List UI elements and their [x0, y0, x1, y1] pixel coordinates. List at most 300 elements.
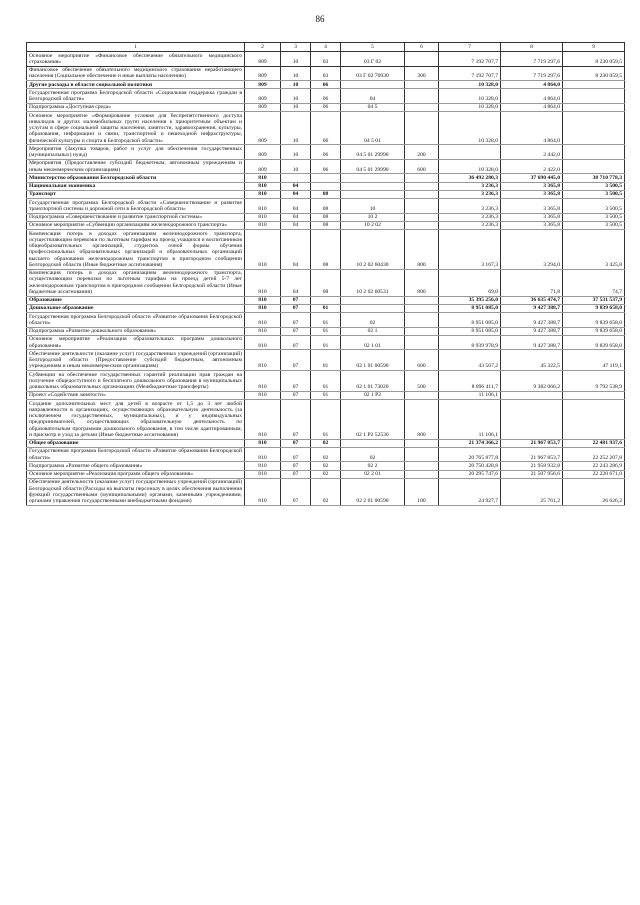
admin-code-cell: 809	[245, 89, 281, 104]
budget-table	[26, 42, 625, 506]
section-code-cell: 07	[281, 439, 311, 447]
subsection-code-cell	[311, 296, 341, 304]
amount-year-1-cell: 3 167,3	[439, 230, 501, 270]
amount-year-1-cell: 35 395 256,0	[439, 296, 501, 304]
amount-year-2-cell: 9 427 388,7	[501, 327, 563, 335]
admin-code-cell: 810	[245, 478, 281, 505]
row-name-cell: Дошкольное образование	[27, 304, 245, 312]
row-name-cell: Национальная экономика	[27, 182, 245, 190]
table-row	[27, 313, 625, 328]
amount-year-2-cell: 21 967 853,7	[501, 447, 563, 462]
table-row	[27, 439, 625, 447]
subsection-code-cell: 06	[311, 103, 341, 111]
subsection-code-cell: 01	[311, 350, 341, 371]
subsection-code-cell: 01	[311, 391, 341, 399]
amount-year-1-cell: 10 328,0	[439, 159, 501, 174]
section-code-cell: 07	[281, 313, 311, 328]
table-row	[27, 296, 625, 304]
table-row	[27, 391, 625, 399]
admin-code-cell: 810	[245, 400, 281, 440]
admin-code-cell: 810	[245, 182, 281, 190]
amount-year-1-cell: 10 328,0	[439, 112, 501, 145]
subsection-code-cell: 01	[311, 371, 341, 392]
subsection-code-cell: 01	[311, 304, 341, 312]
amount-year-3-cell	[563, 89, 625, 104]
amount-year-3-cell: 74,7	[563, 269, 625, 296]
section-code-cell: 10	[281, 112, 311, 145]
admin-code-cell: 810	[245, 313, 281, 328]
amount-year-3-cell	[563, 391, 625, 399]
section-code-cell: 10	[281, 66, 311, 81]
expense-type-cell	[405, 89, 439, 104]
expense-type-cell	[405, 213, 439, 221]
table-row	[27, 52, 625, 67]
admin-code-cell: 810	[245, 470, 281, 478]
amount-year-2-cell: 45 322,5	[501, 350, 563, 371]
column-header: 5	[341, 43, 405, 52]
amount-year-2-cell: 21 958 932,8	[501, 462, 563, 470]
amount-year-1-cell: 8 951 085,0	[439, 327, 501, 335]
subsection-code-cell: 08	[311, 199, 341, 214]
row-name-cell: Основное мероприятие «Реализация образовательных программ дошкольного образования»	[27, 335, 245, 350]
expense-type-cell	[405, 439, 439, 447]
table-row	[27, 159, 625, 174]
target-code-cell	[341, 439, 405, 447]
table-row	[27, 174, 625, 182]
expense-type-cell	[405, 470, 439, 478]
admin-code-cell: 810	[245, 190, 281, 198]
section-code-cell: 04	[281, 213, 311, 221]
amount-year-2-cell: 3 365,8	[501, 199, 563, 214]
amount-year-3-cell	[563, 400, 625, 440]
row-name-cell: Подпрограмма «Развитие общего образования»	[27, 462, 245, 470]
column-header: 7	[439, 43, 501, 52]
section-code-cell: 07	[281, 447, 311, 462]
amount-year-2-cell: 3 365,8	[501, 182, 563, 190]
table-row	[27, 89, 625, 104]
row-name-cell: Государственная программа Белгородской области «Социальная поддержка граждан в Белгородской области»	[27, 89, 245, 104]
subsection-code-cell: 01	[311, 327, 341, 335]
admin-code-cell: 809	[245, 145, 281, 160]
table-row	[27, 462, 625, 470]
header-row	[27, 43, 625, 52]
table-row	[27, 81, 625, 89]
amount-year-3-cell	[563, 145, 625, 160]
row-name-cell: Компенсация потерь в доходах организациям железнодорожного транспорта, осуществляющим перевозки по льготным тарифам на проезд учащихся и воспитанников общеобразовательных организаций, студентов очной формы обучения профессиональных образовательных организаций и образовательных организаций высшего образования железнодорожным транспортом в пригородном сообщении Белгородской области (Иные бюджетные ассигнования)	[27, 230, 245, 270]
section-code-cell: 10	[281, 81, 311, 89]
amount-year-3-cell: 37 531 537,9	[563, 296, 625, 304]
target-code-cell: 02 1 01 73020	[341, 371, 405, 392]
amount-year-3-cell: 9 839 658,0	[563, 304, 625, 312]
admin-code-cell: 810	[245, 350, 281, 371]
subsection-code-cell: 06	[311, 89, 341, 104]
amount-year-1-cell: 20 750 428,8	[439, 462, 501, 470]
admin-code-cell: 810	[245, 462, 281, 470]
section-code-cell: 07	[281, 296, 311, 304]
admin-code-cell: 810	[245, 269, 281, 296]
subsection-code-cell: 02	[311, 447, 341, 462]
target-code-cell	[341, 81, 405, 89]
amount-year-1-cell: 3 236,3	[439, 190, 501, 198]
amount-year-3-cell: 3 500,5	[563, 182, 625, 190]
expense-type-cell	[405, 313, 439, 328]
section-code-cell: 10	[281, 89, 311, 104]
table-row	[27, 199, 625, 214]
subsection-code-cell: 02	[311, 478, 341, 505]
admin-code-cell: 810	[245, 304, 281, 312]
amount-year-2-cell: 9 382 066,2	[501, 371, 563, 392]
column-header: 1	[27, 43, 245, 52]
amount-year-1-cell: 10 328,0	[439, 103, 501, 111]
row-name-cell: Финансовое обеспечение обязательного медицинского страхования неработающего населения (Социальное обеспечение и иные выплаты населению)	[27, 66, 245, 81]
expense-type-cell: 100	[405, 478, 439, 505]
admin-code-cell: 810	[245, 213, 281, 221]
amount-year-3-cell: 9 839 658,0	[563, 313, 625, 328]
subsection-code-cell	[311, 174, 341, 182]
column-header: 9	[563, 43, 625, 52]
subsection-code-cell: 03	[311, 52, 341, 67]
amount-year-3-cell: 8 230 059,5	[563, 52, 625, 67]
amount-year-1-cell: 36 492 280,3	[439, 174, 501, 182]
expense-type-cell	[405, 335, 439, 350]
amount-year-2-cell: 2 442,0	[501, 145, 563, 160]
admin-code-cell: 810	[245, 199, 281, 214]
amount-year-2-cell: 9 427 388,7	[501, 313, 563, 328]
row-name-cell: Основное мероприятие «Формирование условия для беспрепятственного доступа инвалидов и других маломобильных групп населения к приоритетным объектам и услугам в сфере социальной защиты населения, занятости, здравоохранения, культуры, образования, информации и связи, транспортной и пешеходной инфраструктуры, физической культуры и спорта в Белгородской области»	[27, 112, 245, 145]
row-name-cell: Проект «Содействие занятости»	[27, 391, 245, 399]
amount-year-1-cell: 11 106,1	[439, 400, 501, 440]
expense-type-cell	[405, 174, 439, 182]
amount-year-2-cell: 25 761,2	[501, 478, 563, 505]
table-row	[27, 190, 625, 198]
subsection-code-cell: 06	[311, 112, 341, 145]
admin-code-cell: 810	[245, 335, 281, 350]
target-code-cell: 02 2 01	[341, 470, 405, 478]
admin-code-cell: 810	[245, 447, 281, 462]
amount-year-1-cell: 21 374 366,2	[439, 439, 501, 447]
amount-year-2-cell: 4 864,0	[501, 81, 563, 89]
expense-type-cell	[405, 81, 439, 89]
expense-type-cell	[405, 462, 439, 470]
column-header: 4	[311, 43, 341, 52]
amount-year-1-cell: 3 236,3	[439, 182, 501, 190]
section-code-cell: 04	[281, 190, 311, 198]
table-row	[27, 145, 625, 160]
column-header: 6	[405, 43, 439, 52]
row-name-cell: Подпрограмма «Доступная среда»	[27, 103, 245, 111]
row-name-cell: Мероприятия (Закупка товаров, работ и услуг для обеспечения государственных (муниципальных) нужд)	[27, 145, 245, 160]
subsection-code-cell: 01	[311, 335, 341, 350]
amount-year-1-cell: 20 295 747,6	[439, 470, 501, 478]
amount-year-2-cell: 2 422,0	[501, 159, 563, 174]
amount-year-3-cell: 9 792 538,9	[563, 371, 625, 392]
amount-year-3-cell: 9 839 658,0	[563, 327, 625, 335]
table-row	[27, 478, 625, 505]
table-row	[27, 66, 625, 81]
amount-year-2-cell: 4 864,0	[501, 89, 563, 104]
row-name-cell: Другие расходы в области социальной политики	[27, 81, 245, 89]
subsection-code-cell: 02	[311, 439, 341, 447]
target-code-cell	[341, 304, 405, 312]
row-name-cell: Основное мероприятие «Финансовое обеспечение обязательного медицинского страхования»	[27, 52, 245, 67]
target-code-cell: 10 2	[341, 213, 405, 221]
row-name-cell: Основное мероприятие «Субвенции организациям железнодорожного транспорта»	[27, 221, 245, 229]
section-code-cell: 07	[281, 371, 311, 392]
section-code-cell: 04	[281, 221, 311, 229]
amount-year-3-cell: 26 626,2	[563, 478, 625, 505]
section-code-cell: 07	[281, 391, 311, 399]
page-number: 86	[315, 14, 325, 24]
target-code-cell: 02 2	[341, 462, 405, 470]
expense-type-cell	[405, 112, 439, 145]
subsection-code-cell: 06	[311, 81, 341, 89]
amount-year-1-cell: 20 765 877,8	[439, 447, 501, 462]
subsection-code-cell	[311, 182, 341, 190]
admin-code-cell: 809	[245, 81, 281, 89]
amount-year-2-cell: 37 690 445,0	[501, 174, 563, 182]
amount-year-3-cell: 22 481 937,6	[563, 439, 625, 447]
expense-type-cell	[405, 296, 439, 304]
table-row	[27, 371, 625, 392]
table-row	[27, 304, 625, 312]
expense-type-cell: 800	[405, 230, 439, 270]
amount-year-2-cell	[501, 400, 563, 440]
column-header: 3	[281, 43, 311, 52]
section-code-cell: 07	[281, 470, 311, 478]
table-row	[27, 400, 625, 440]
section-code-cell: 07	[281, 462, 311, 470]
target-code-cell: 02 1 01 00590	[341, 350, 405, 371]
expense-type-cell	[405, 199, 439, 214]
amount-year-2-cell: 9 427 388,7	[501, 335, 563, 350]
target-code-cell: 02 1	[341, 327, 405, 335]
amount-year-3-cell: 9 839 658,0	[563, 335, 625, 350]
amount-year-1-cell: 3 236,3	[439, 199, 501, 214]
column-header: 2	[245, 43, 281, 52]
row-name-cell: Государственная программа Белгородской области «Развитие образования Белгородской области»	[27, 313, 245, 328]
amount-year-3-cell: 3 425,8	[563, 230, 625, 270]
expense-type-cell: 500	[405, 371, 439, 392]
amount-year-2-cell	[501, 391, 563, 399]
target-code-cell: 04 5 01 29990	[341, 145, 405, 160]
admin-code-cell: 809	[245, 52, 281, 67]
expense-type-cell: 600	[405, 159, 439, 174]
target-code-cell: 04 5	[341, 103, 405, 111]
table-row	[27, 230, 625, 270]
subsection-code-cell: 01	[311, 400, 341, 440]
expense-type-cell	[405, 182, 439, 190]
row-name-cell: Создание дополнительных мест для детей в возрасте от 1,5 до 3 лет любой направленности в организациях, осуществляющих образовательную деятельность (за исключением государственных, муниципальных), и у индивидуальных предпринимателей, осуществляющих образовательную деятельность по образовательным программам дошкольного образования, в том числе адаптированным, и присмотр и уход за детьми (Иные бюджетные ассигнования)	[27, 400, 245, 440]
amount-year-1-cell: 3 236,3	[439, 221, 501, 229]
expense-type-cell: 800	[405, 269, 439, 296]
admin-code-cell: 810	[245, 296, 281, 304]
expense-type-cell: 300	[405, 66, 439, 81]
amount-year-2-cell: 3 365,8	[501, 213, 563, 221]
table-row	[27, 447, 625, 462]
row-name-cell: Общее образование	[27, 439, 245, 447]
target-code-cell: 04 5 01	[341, 112, 405, 145]
section-code-cell: 07	[281, 350, 311, 371]
amount-year-1-cell: 10 328,0	[439, 81, 501, 89]
admin-code-cell: 810	[245, 439, 281, 447]
subsection-code-cell: 02	[311, 462, 341, 470]
subsection-code-cell: 08	[311, 213, 341, 221]
amount-year-2-cell: 36 635 474,7	[501, 296, 563, 304]
target-code-cell: 02	[341, 313, 405, 328]
amount-year-3-cell: 22 220 671,0	[563, 470, 625, 478]
amount-year-2-cell: 9 427 388,7	[501, 304, 563, 312]
amount-year-2-cell: 4 864,0	[501, 103, 563, 111]
target-code-cell: 10 2 02	[341, 221, 405, 229]
row-name-cell: Подпрограмма «Развитие дошкольного образования»	[27, 327, 245, 335]
amount-year-1-cell: 7 192 707,7	[439, 66, 501, 81]
section-code-cell: 04	[281, 182, 311, 190]
amount-year-3-cell: 3 500,5	[563, 213, 625, 221]
expense-type-cell	[405, 52, 439, 67]
expense-type-cell: 800	[405, 400, 439, 440]
subsection-code-cell: 08	[311, 221, 341, 229]
amount-year-3-cell: 8 230 059,5	[563, 66, 625, 81]
section-code-cell: 04	[281, 230, 311, 270]
expense-type-cell	[405, 327, 439, 335]
table-row	[27, 103, 625, 111]
admin-code-cell: 810	[245, 327, 281, 335]
amount-year-2-cell: 3 365,8	[501, 221, 563, 229]
expense-type-cell	[405, 391, 439, 399]
amount-year-2-cell: 3 294,0	[501, 230, 563, 270]
table-row	[27, 350, 625, 371]
target-code-cell: 10	[341, 199, 405, 214]
target-code-cell	[341, 174, 405, 182]
amount-year-1-cell: 11 106,1	[439, 391, 501, 399]
table-row	[27, 213, 625, 221]
amount-year-1-cell: 8 951 085,0	[439, 304, 501, 312]
amount-year-2-cell: 21 967 853,7	[501, 439, 563, 447]
section-code-cell: 10	[281, 145, 311, 160]
target-code-cell: 10 2 02 60430	[341, 230, 405, 270]
target-code-cell: 04	[341, 89, 405, 104]
table-row	[27, 112, 625, 145]
admin-code-cell: 810	[245, 174, 281, 182]
expense-type-cell	[405, 221, 439, 229]
section-code-cell: 10	[281, 52, 311, 67]
table-row	[27, 182, 625, 190]
amount-year-1-cell: 3 236,3	[439, 213, 501, 221]
section-code-cell: 07	[281, 400, 311, 440]
table-row	[27, 327, 625, 335]
amount-year-3-cell	[563, 112, 625, 145]
amount-year-1-cell: 8 939 978,9	[439, 335, 501, 350]
admin-code-cell: 810	[245, 371, 281, 392]
amount-year-3-cell: 47 119,1	[563, 350, 625, 371]
amount-year-1-cell: 69,0	[439, 269, 501, 296]
admin-code-cell: 809	[245, 66, 281, 81]
section-code-cell: 10	[281, 159, 311, 174]
amount-year-1-cell: 24 927,7	[439, 478, 501, 505]
section-code-cell: 07	[281, 304, 311, 312]
subsection-code-cell: 01	[311, 313, 341, 328]
row-name-cell: Обеспечение деятельности (оказание услуг) государственных учреждений (организаций) Белгородской области (Расходы на выплаты персоналу в целях обеспечения выполнения функций государственными (муниципальными) органами, казенными учреждениями, органами управления государственными внебюджетными фондами)	[27, 478, 245, 505]
row-name-cell: Образование	[27, 296, 245, 304]
subsection-code-cell: 02	[311, 470, 341, 478]
row-name-cell: Транспорт	[27, 190, 245, 198]
admin-code-cell: 809	[245, 159, 281, 174]
amount-year-3-cell: 3 500,5	[563, 199, 625, 214]
amount-year-3-cell: 22 252 207,8	[563, 447, 625, 462]
amount-year-3-cell	[563, 81, 625, 89]
amount-year-2-cell: 7 719 297,6	[501, 66, 563, 81]
amount-year-1-cell: 7 192 707,7	[439, 52, 501, 67]
table-row	[27, 470, 625, 478]
table-row	[27, 335, 625, 350]
amount-year-3-cell	[563, 103, 625, 111]
row-name-cell: Мероприятия (Предоставление субсидий бюджетным, автономным учреждениям и иным некоммерческим организациям)	[27, 159, 245, 174]
admin-code-cell: 809	[245, 112, 281, 145]
admin-code-cell: 810	[245, 391, 281, 399]
subsection-code-cell: 03	[311, 66, 341, 81]
section-code-cell: 10	[281, 103, 311, 111]
section-code-cell: 07	[281, 327, 311, 335]
expense-type-cell: 600	[405, 350, 439, 371]
amount-year-2-cell: 71,8	[501, 269, 563, 296]
row-name-cell: Министерство образования Белгородской области	[27, 174, 245, 182]
amount-year-1-cell: 8 896 411,7	[439, 371, 501, 392]
amount-year-1-cell: 43 567,2	[439, 350, 501, 371]
subsection-code-cell: 08	[311, 230, 341, 270]
target-code-cell	[341, 182, 405, 190]
row-name-cell: Основное мероприятие «Реализация программ общего образования»	[27, 470, 245, 478]
target-code-cell: 04 5 01 29990	[341, 159, 405, 174]
subsection-code-cell: 06	[311, 145, 341, 160]
subsection-code-cell: 06	[311, 159, 341, 174]
section-code-cell	[281, 174, 311, 182]
subsection-code-cell: 08	[311, 190, 341, 198]
table-row	[27, 221, 625, 229]
row-name-cell: Субвенции на обеспечение государственных гарантий реализации прав граждан на получение общедоступного и бесплатного дошкольного образования в муниципальных дошкольных образовательных организациях (Межбюджетные трансферты)	[27, 371, 245, 392]
row-name-cell: Подпрограмма «Совершенствование и развитие транспортной системы»	[27, 213, 245, 221]
amount-year-3-cell: 22 243 286,9	[563, 462, 625, 470]
expense-type-cell: 200	[405, 145, 439, 160]
section-code-cell: 04	[281, 199, 311, 214]
column-header: 8	[501, 43, 563, 52]
row-name-cell: Компенсация потерь в доходах организациям железнодорожного транспорта, осуществляющим перевозки по льготным тарифам на проезд детей 5-7 лет железнодорожным транспортом в пригородном сообщении Белгородской области (Иные бюджетные ассигнования)	[27, 269, 245, 296]
section-code-cell: 07	[281, 335, 311, 350]
row-name-cell: Государственная программа Белгородской области «Совершенствование и развитие транспортной системы и дорожной сети в Белгородской области»	[27, 199, 245, 214]
target-code-cell	[341, 190, 405, 198]
row-name-cell: Обеспечение деятельности (оказание услуг) государственных учреждений (организаций) Белгородской области (Предоставление субсидий бюджетным, автономным учреждениям и иным некоммерческим организациям)	[27, 350, 245, 371]
expense-type-cell	[405, 304, 439, 312]
amount-year-1-cell	[439, 145, 501, 160]
target-code-cell: 03 Г 02	[341, 52, 405, 67]
target-code-cell: 02 1 01	[341, 335, 405, 350]
amount-year-2-cell: 7 719 297,6	[501, 52, 563, 67]
amount-year-3-cell: 3 500,5	[563, 190, 625, 198]
target-code-cell: 02 2 01 00590	[341, 478, 405, 505]
table-body	[27, 52, 625, 506]
target-code-cell: 02 1 P2	[341, 391, 405, 399]
target-code-cell: 10 2 02 60531	[341, 269, 405, 296]
amount-year-1-cell: 8 951 085,0	[439, 313, 501, 328]
expense-type-cell	[405, 190, 439, 198]
admin-code-cell: 810	[245, 221, 281, 229]
amount-year-2-cell: 4 864,0	[501, 112, 563, 145]
amount-year-3-cell: 3 500,5	[563, 221, 625, 229]
amount-year-3-cell	[563, 159, 625, 174]
admin-code-cell: 809	[245, 103, 281, 111]
admin-code-cell: 810	[245, 230, 281, 270]
section-code-cell: 07	[281, 478, 311, 505]
expense-type-cell	[405, 103, 439, 111]
